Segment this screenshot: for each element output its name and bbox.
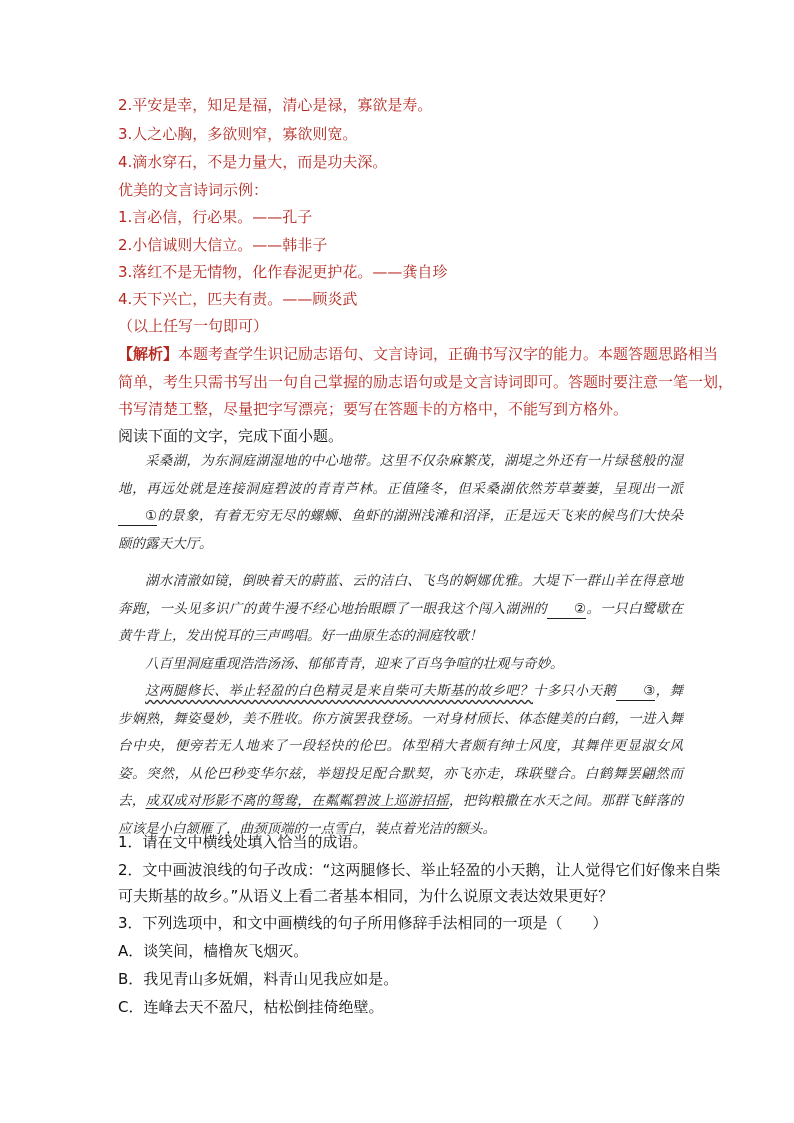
blank-3: ③ bbox=[616, 682, 655, 701]
option-a: A．谈笑间，樯橹灰飞烟灭。 bbox=[118, 942, 309, 960]
classical-heading: 优美的文言诗词示例： bbox=[118, 181, 269, 199]
passage-paragraph-2 bbox=[118, 568, 683, 651]
passage-text: ，舞步娴熟，舞姿曼妙，美不胜收。你方演罢我登场。一对身材颀长、体态健美的白鹤，一进入舞台中央，便旁若无人地来了一段轻快的伦巴。体型稍大者颇有绅士风度，其舞伴更显淑女风姿。突然，从伦巴秒变华尔兹，举翅投足配合默契，亦飞亦走，珠联璧合。白鹤舞罢翩然而去， bbox=[118, 683, 684, 809]
option-c: C．连峰去天不盈尺，枯松倒挂倚绝壁。 bbox=[118, 998, 384, 1016]
analysis-line-3: 书写清楚工整，尽量把字写漂亮；要写在答题卡的方格中，不能写到方格外。 bbox=[118, 400, 629, 418]
analysis-tag: 【解析】 bbox=[118, 345, 179, 363]
classical-2: 2.小信诚则大信立。——韩非子 bbox=[118, 236, 328, 254]
passage-paragraph-1 bbox=[118, 448, 683, 558]
motto-3: 3.人之心胸，多欲则窄，寡欲则宽。 bbox=[118, 125, 358, 143]
passage-paragraph-4 bbox=[118, 678, 683, 843]
analysis-line-2: 简单，考生只需书写出一句自己掌握的励志语句或是文言诗词即可。答题时要注意一笔一划， bbox=[118, 373, 734, 391]
analysis-text-1: 本题考查学生识记励志语句、文言诗词，正确书写汉字的能力。本题答题思路相当 bbox=[178, 345, 719, 363]
analysis-line-1 bbox=[118, 344, 718, 364]
motto-2: 2.平安是幸，知足是福，清心是禄，寡欲是寿。 bbox=[118, 96, 433, 114]
reading-prompt: 阅读下面的文字，完成下面小题。 bbox=[118, 427, 344, 445]
classical-3: 3.落红不是无情物，化作春泥更护花。——龚自珍 bbox=[118, 263, 448, 281]
passage-paragraph-3: 八百里洞庭重现浩浩汤汤、郁郁青青，迎来了百鸟争喧的壮观与奇妙。 bbox=[145, 655, 564, 672]
underlined-sentence: 成双成对形影不离的鸳鸯，在粼粼碧波上巡游招摇 bbox=[145, 793, 449, 809]
passage-text: ，把钩粮撒在水天之间。那群飞鲜落的应该是小白颔雁了，曲颈顶端的一点雪白，装点着光洁的额头。 bbox=[118, 793, 684, 837]
question-2-line-1: 2．文中画波浪线的句子改成：“这两腿修长、举止轻盈的小天鹅，让人觉得它们好像来自柴 bbox=[118, 861, 721, 879]
passage-text: 十多只小天鹅 bbox=[533, 683, 617, 699]
passage-text: 。一只白鹭歇在黄牛背上，发出悦耳的三声鸣唱。好一曲原生态的洞庭牧歌！ bbox=[118, 600, 683, 644]
question-2-line-2: 可夫斯基的故乡。”从语义上看二者基本相同，为什么说原文表达效果更好？ bbox=[118, 887, 614, 905]
question-3: 3．下列选项中，和文中画横线的句子所用修辞手法相同的一项是（ ） bbox=[118, 914, 608, 932]
wavy-underlined-sentence: 这两腿修长、举止轻盈的白色精灵是来自柴可夫斯基的故乡吧？ bbox=[145, 683, 534, 699]
option-b: B．我见青山多妩媚，料青山见我应如是。 bbox=[118, 970, 399, 988]
reading-passage bbox=[118, 448, 683, 843]
blank-2: ② bbox=[547, 600, 586, 619]
question-1: 1．请在文中横线处填入恰当的成语。 bbox=[118, 833, 368, 851]
passage-text: 采桑湖，为东洞庭湖湿地的中心地带。这里不仅杂麻繁茂，湖堤之外还有一片绿毯般的湿地，再远处就是连接洞庭碧波的青青芦林。正值隆冬，但采桑湖依然芳草萋萋，呈现出一派 bbox=[118, 453, 683, 497]
classical-4: 4.天下兴亡，匹夫有责。——顾炎武 bbox=[118, 290, 358, 308]
passage-text: 的景象，有着无穷无尽的螺蛳、鱼虾的湖洲浅滩和沼泽，正是远天飞来的候鸟们大快朵颐的露天大厅。 bbox=[118, 508, 683, 552]
classical-1: 1.言必信，行必果。——孔子 bbox=[118, 208, 313, 226]
motto-4: 4.滴水穿石，不是力量大，而是功夫深。 bbox=[118, 153, 388, 171]
blank-1: ① bbox=[118, 507, 157, 526]
passage-text: 湖水清澈如镜，倒映着天的蔚蓝、云的洁白、飞鸟的婀娜优雅。大堤下一群山羊在得意地奔跑，一头见多识广的黄牛漫不经心地抬眼瞟了一眼我这个闯入湖洲的 bbox=[118, 573, 683, 617]
answer-note: （以上任写一句即可） bbox=[118, 317, 269, 335]
